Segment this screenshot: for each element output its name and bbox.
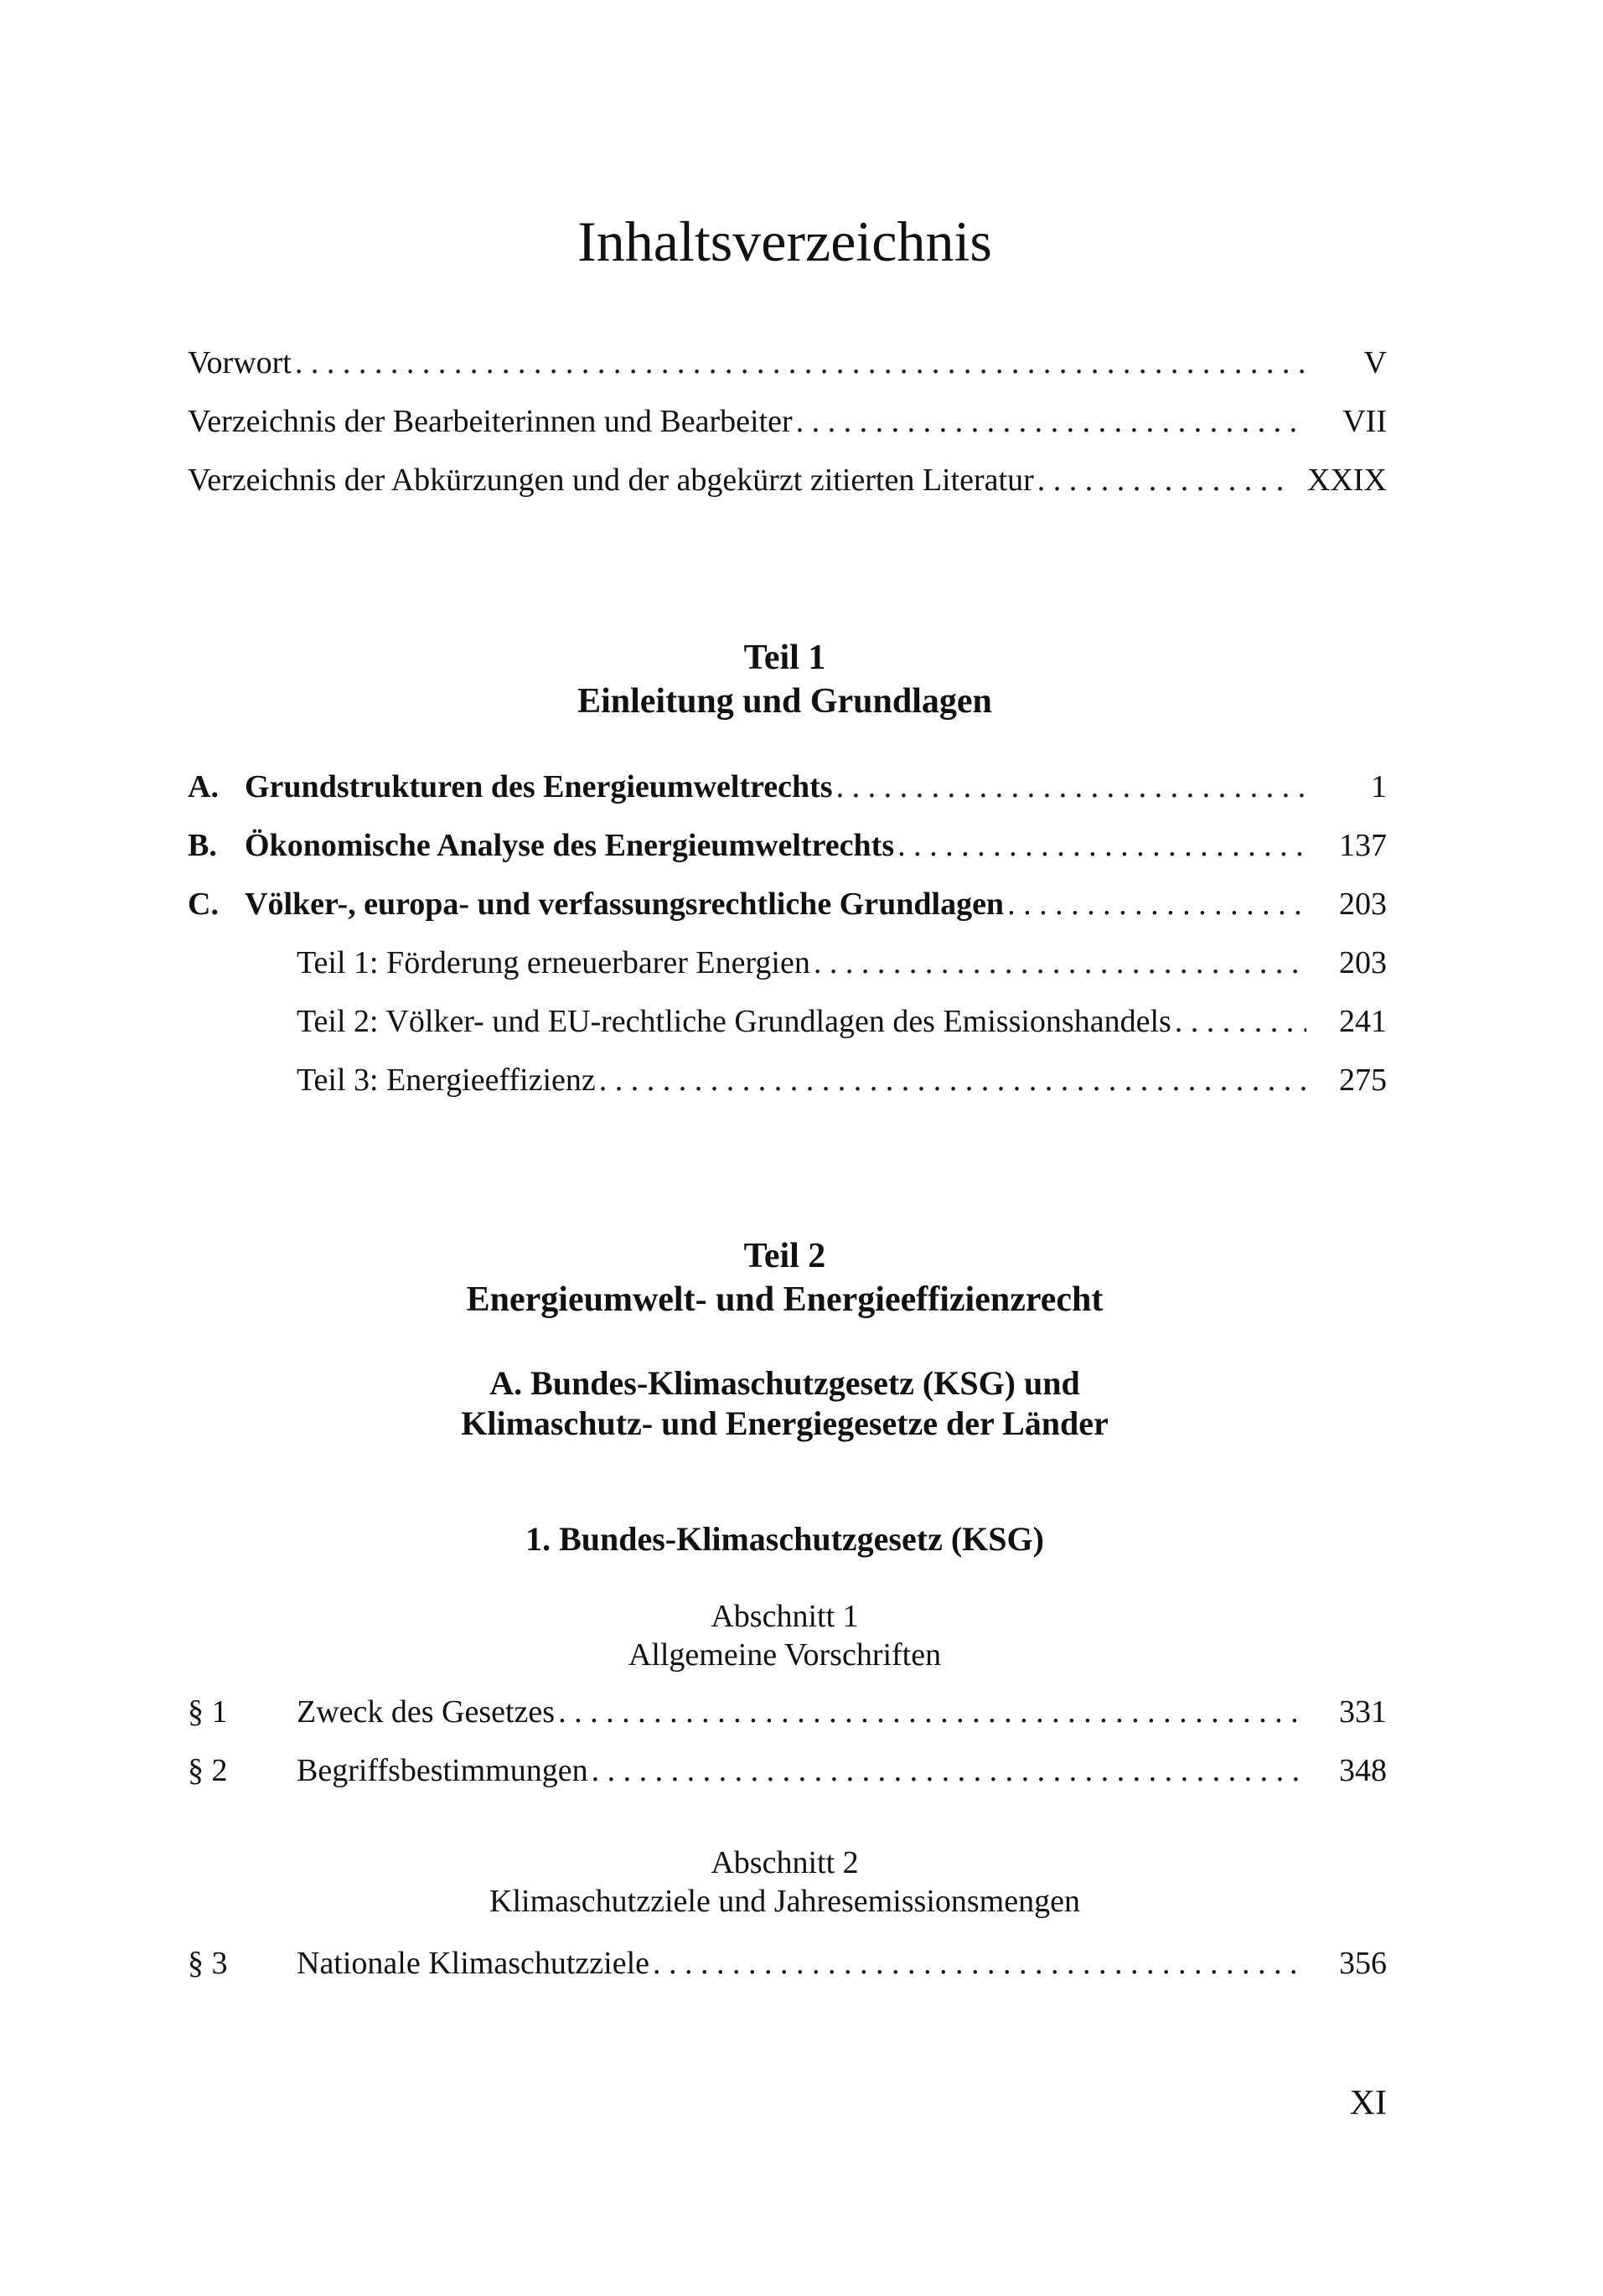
toc-entry-label: Nationale Klimaschutzziele: [297, 1946, 649, 1981]
toc-leader-dots: [592, 1748, 1306, 1793]
toc-paragraph-number: § 2: [188, 1753, 228, 1788]
toc-entry-part1-a[interactable]: [188, 764, 1387, 809]
abschnitt1-heading: Abschnitt 1: [711, 1599, 859, 1634]
toc-page-number: 331: [1339, 1694, 1387, 1730]
toc-leader-dots: [1007, 882, 1306, 927]
section-a-heading-line1: A. Bundes-Klimaschutzgesetz (KSG) und: [489, 1364, 1080, 1402]
toc-entry-label: Verzeichnis der Bearbeiterinnen und Bearbeiter: [188, 404, 793, 439]
page-folio: XI: [1349, 2084, 1387, 2123]
toc-leader-dots: [1175, 999, 1306, 1044]
toc-subentry-teil1[interactable]: [188, 940, 1387, 985]
toc-leader-dots: [796, 399, 1306, 444]
toc-entry-part1-c[interactable]: [188, 882, 1387, 927]
toc-entry-label: Teil 1: Förderung erneuerbarer Energien: [297, 945, 810, 980]
toc-leader-dots: [836, 764, 1306, 809]
toc-leader-dots: [558, 1689, 1306, 1735]
toc-entry-para2[interactable]: [188, 1748, 1387, 1793]
toc-page-number: 203: [1339, 945, 1387, 980]
toc-page-number: XXIX: [1307, 463, 1387, 498]
toc-leader-dots: [295, 340, 1306, 385]
toc-page-number: VII: [1342, 404, 1387, 439]
toc-subentry-teil2[interactable]: [188, 999, 1387, 1044]
abschnitt2-heading: Abschnitt 2: [711, 1845, 859, 1880]
toc-leader-dots: [897, 823, 1306, 868]
toc-leader-dots: [599, 1058, 1306, 1103]
toc-subentry-teil3[interactable]: [188, 1058, 1387, 1103]
toc-leader-dots: [1037, 458, 1294, 503]
toc-paragraph-number: § 3: [188, 1946, 228, 1981]
toc-entry-label: Begriffsbestimmungen: [297, 1753, 588, 1788]
part2-heading: Teil 2: [743, 1237, 826, 1275]
toc-leader-dots: [653, 1941, 1306, 1986]
toc-entry-letter: B.: [188, 828, 217, 863]
toc-page-number: V: [1363, 345, 1387, 380]
toc-entry-label: Völker-, europa- und verfassungsrechtliche Grundlagen: [245, 887, 1005, 922]
toc-entry-abkuerzungen[interactable]: [188, 458, 1387, 503]
subsection-1-heading: 1. Bundes-Klimaschutzgesetz (KSG): [525, 1520, 1044, 1558]
part2-title: Energieumwelt- und Energieeffizienzrecht: [466, 1280, 1104, 1319]
toc-entry-part1-b[interactable]: [188, 823, 1387, 868]
toc-entry-label: Ökonomische Analyse des Energieumweltrechts: [245, 828, 895, 863]
toc-entry-letter: A.: [188, 769, 219, 804]
toc-entry-letter: C.: [188, 887, 219, 922]
toc-entry-para3[interactable]: [188, 1941, 1387, 1986]
abschnitt1-title: Allgemeine Vorschriften: [628, 1637, 942, 1673]
toc-entry-label: Zweck des Gesetzes: [297, 1694, 556, 1730]
toc-entry-label: Verzeichnis der Abkürzungen und der abgekürzt zitierten Literatur: [188, 463, 1034, 498]
toc-page-number: 356: [1339, 1946, 1387, 1981]
section-a-heading-line2: Klimaschutz- und Energiegesetze der Länder: [461, 1404, 1109, 1442]
toc-page-number: 203: [1339, 887, 1387, 922]
toc-entry-vorwort[interactable]: [188, 340, 1387, 385]
abschnitt2-title: Klimaschutzziele und Jahresemissionsmengen: [489, 1884, 1080, 1919]
toc-entry-label: Vorwort: [188, 345, 292, 380]
part1-title: Einleitung und Grundlagen: [577, 682, 992, 721]
toc-entry-label: Teil 3: Energieeffizienz: [297, 1063, 596, 1098]
toc-page-number: 275: [1339, 1063, 1387, 1098]
toc-entry-para1[interactable]: [188, 1689, 1387, 1735]
toc-entry-bearbeiter[interactable]: [188, 399, 1387, 444]
toc-entry-label: Grundstrukturen des Energieumweltrechts: [245, 769, 833, 804]
toc-page-number: 137: [1339, 828, 1387, 863]
toc-paragraph-number: § 1: [188, 1694, 228, 1730]
toc-page-number: 348: [1339, 1753, 1387, 1788]
toc-page-number: 1: [1371, 769, 1387, 804]
part1-heading: Teil 1: [743, 639, 826, 677]
page-title: Inhaltsverzeichnis: [577, 209, 992, 273]
toc-leader-dots: [814, 940, 1306, 985]
toc-entry-label: Teil 2: Völker- und EU-rechtliche Grundlagen des Emissionshandels: [297, 1004, 1171, 1039]
toc-page-number: 241: [1339, 1004, 1387, 1039]
